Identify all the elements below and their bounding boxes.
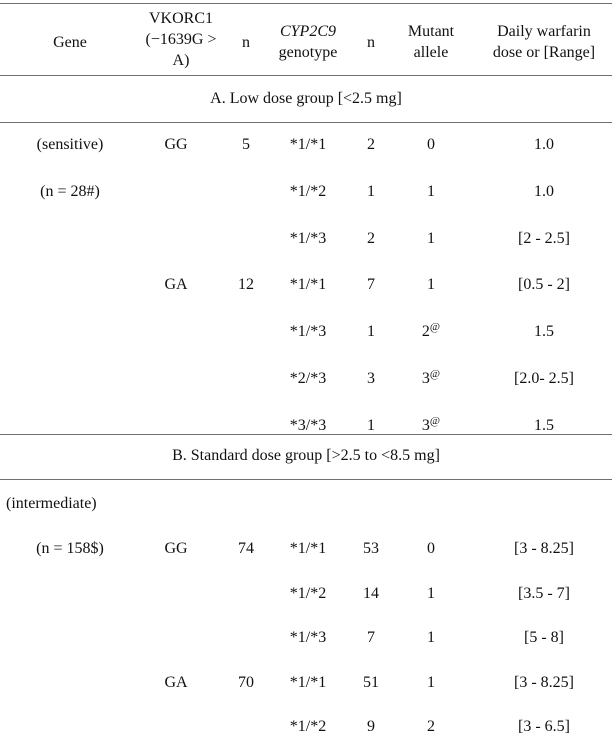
cyp2c9-genotype-cell: *1/*1: [289, 540, 327, 557]
daily-dose-cell: [5 - 8]: [524, 629, 564, 646]
table-top-border: [0, 3, 612, 4]
daily-dose-cell: [2 - 2.5]: [518, 229, 570, 247]
header-daily-dose: Daily warfarin dose or [Range]: [492, 23, 596, 61]
daily-dose-cell: 1.0: [534, 136, 554, 153]
section-a-label: (sensitive): [36, 136, 104, 153]
mutant-allele-cell: 3@: [421, 414, 441, 434]
header-bottom-border: [0, 75, 612, 76]
section-b-label: (intermediate): [6, 495, 97, 512]
mutant-allele-cell: 2: [427, 718, 435, 735]
daily-dose-cell: [3 - 8.25]: [514, 540, 574, 557]
cyp2c9-genotype-cell: *1/*3: [289, 323, 327, 341]
cyp2c9-genotype-cell: *1/*2: [289, 718, 327, 735]
mutant-allele-cell: 2@: [421, 321, 441, 341]
vkorc1-cell: GA: [164, 276, 188, 294]
section-a-count: (n = 28#): [40, 183, 100, 200]
mutant-allele-cell: 0: [427, 540, 435, 557]
n-vkorc1-cell: 5: [242, 136, 250, 153]
n-vkorc1-cell: 12: [238, 276, 254, 294]
daily-dose-cell: 1.5: [534, 416, 554, 434]
n-cyp2c9-cell: 7: [367, 629, 375, 646]
daily-dose-cell: [2.0- 2.5]: [514, 370, 574, 387]
n-cyp2c9-cell: 51: [363, 673, 379, 691]
n-cyp2c9-cell: 7: [367, 276, 375, 294]
n-cyp2c9-cell: 1: [367, 182, 375, 200]
header-gene: Gene: [53, 34, 87, 51]
vkorc1-cell: GA: [164, 673, 188, 691]
footnote-marker: @: [429, 368, 441, 380]
n-cyp2c9-cell: 2: [367, 136, 375, 153]
header-mutant-allele: Mutant allele: [407, 23, 455, 61]
mutant-allele-cell: 3@: [421, 368, 441, 387]
header-vkorc1: VKORC1 (−1639G > A): [145, 10, 217, 69]
header-n-cyp2c9: n: [367, 34, 375, 51]
n-cyp2c9-cell: 9: [367, 718, 375, 735]
daily-dose-cell: [3 - 8.25]: [514, 673, 574, 691]
n-cyp2c9-cell: 3: [367, 370, 375, 387]
daily-dose-cell: [0.5 - 2]: [518, 276, 570, 294]
header-cyp2c9: CYP2C9 genotype: [278, 23, 338, 61]
mutant-allele-cell: 1: [427, 673, 435, 691]
daily-dose-cell: [3 - 6.5]: [518, 718, 570, 735]
n-cyp2c9-cell: 2: [367, 229, 375, 247]
cyp2c9-genotype-cell: *1/*3: [289, 629, 327, 646]
cyp2c9-genotype-cell: *1/*1: [289, 673, 327, 691]
daily-dose-cell: [3.5 - 7]: [518, 584, 570, 602]
n-cyp2c9-cell: 53: [363, 540, 379, 557]
cyp2c9-genotype-cell: *1/*1: [289, 136, 327, 153]
cyp2c9-genotype-cell: *1/*3: [289, 229, 327, 247]
mutant-allele-cell: 1: [427, 182, 435, 200]
mutant-allele-cell: 1: [427, 629, 435, 646]
cyp2c9-genotype-cell: *3/*3: [289, 416, 327, 434]
cyp2c9-genotype-cell: *1/*1: [289, 276, 327, 294]
cyp2c9-genotype-cell: *1/*2: [289, 584, 327, 602]
cyp2c9-genotype-cell: *2/*3: [289, 370, 327, 387]
header-n-vkorc1: n: [242, 34, 250, 51]
mutant-allele-cell: 1: [427, 584, 435, 602]
section-b-count: (n = 158$): [36, 540, 104, 557]
n-cyp2c9-cell: 1: [367, 416, 375, 434]
vkorc1-cell: GG: [164, 136, 188, 153]
footnote-marker: @: [429, 414, 441, 427]
vkorc1-cell: GG: [164, 540, 188, 557]
mutant-allele-cell: 0: [427, 136, 435, 153]
n-cyp2c9-cell: 14: [363, 584, 379, 602]
daily-dose-cell: 1.0: [534, 182, 554, 200]
section-b-title: B. Standard dose group [>2.5 to <8.5 mg]: [172, 447, 440, 464]
n-cyp2c9-cell: 1: [367, 323, 375, 341]
daily-dose-cell: 1.5: [534, 323, 554, 341]
section-a-title: A. Low dose group [<2.5 mg]: [210, 90, 402, 107]
footnote-marker: @: [429, 321, 441, 334]
section-a-divider: [0, 122, 612, 123]
cyp2c9-genotype-cell: *1/*2: [289, 182, 327, 200]
mutant-allele-cell: 1: [427, 229, 435, 247]
n-vkorc1-cell: 70: [238, 673, 254, 691]
section-b-divider: [0, 479, 612, 480]
mutant-allele-cell: 1: [427, 276, 435, 294]
section-b-top-border: [0, 434, 612, 435]
n-vkorc1-cell: 74: [238, 540, 254, 557]
